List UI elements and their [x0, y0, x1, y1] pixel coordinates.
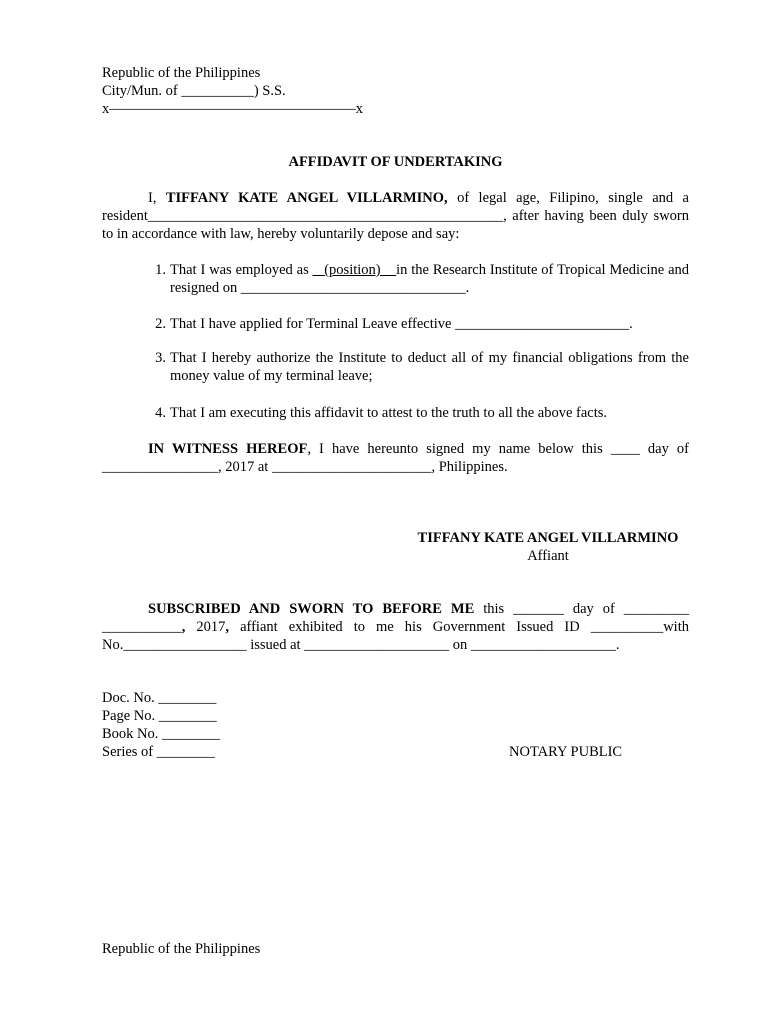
item-text: That I was employed as (position) in the Research Institute of Tropical Medicine and resigned on _______________________________. — [170, 262, 689, 296]
list-item — [102, 315, 689, 335]
footer-country: Republic of the Philippines — [102, 941, 261, 957]
document-title: AFFIDAVIT OF UNDERTAKING — [288, 154, 503, 170]
notarial-register — [102, 689, 302, 761]
subscribed-paragraph: SUBSCRIBED AND SWORN TO BEFORE ME this _______ day of _________ ___________, 2017, affiant exhibited to me his Government Issued ID __________with No._________________ issued at ____________________ on ____________________. — [102, 601, 689, 653]
item-number: 1. — [155, 262, 166, 278]
list-item — [102, 261, 689, 301]
notary-public-label: NOTARY PUBLIC — [509, 744, 623, 760]
series-number: Series of ________ — [102, 744, 215, 760]
affiant-name-inline: TIFFANY KATE ANGEL VILLARMINO, — [165, 190, 448, 206]
list-item — [102, 404, 689, 424]
intro-paragraph — [102, 189, 689, 243]
witness-text: , I have hereunto signed my name below this ____ day of ________________, 2017 at ______________________, Philippines. — [102, 441, 689, 475]
item-number: 2. — [155, 316, 166, 332]
item-number: 4. — [155, 405, 166, 421]
header-country: Republic of the Philippines — [102, 65, 261, 81]
intro-text: of legal age, Filipino, single and a resident_________________________________________________, after having been duly sworn to in accordance with law, hereby voluntarily depose and say: — [102, 190, 689, 242]
item-text: That I have applied for Terminal Leave effective ________________________. — [170, 316, 633, 332]
witness-paragraph — [102, 440, 689, 476]
subscribed-heading: SUBSCRIBED AND SWORN TO BEFORE ME — [148, 601, 475, 617]
item-number: 3. — [155, 350, 166, 366]
position-field: (position) — [312, 262, 397, 278]
witness-heading: IN WITNESS HEREOF — [148, 441, 308, 457]
affiant-signature-block — [380, 529, 716, 565]
affiant-label: Affiant — [527, 548, 569, 564]
header — [102, 64, 689, 118]
doc-number: Doc. No. ________ — [102, 690, 217, 706]
item-text: That I am executing this affidavit to attest to the truth to all the above facts. — [170, 405, 608, 421]
header-city: City/Mun. of __________) S.S. — [102, 83, 286, 99]
item-text: That I hereby authorize the Institute to deduct all of my financial obligations from the money value of my terminal leave; — [170, 350, 689, 384]
affiant-name: TIFFANY KATE ANGEL VILLARMINO — [417, 530, 679, 546]
book-number: Book No. ________ — [102, 726, 221, 742]
intro-prefix: I, — [148, 190, 166, 206]
header-separator: x—————————————————x — [102, 101, 363, 117]
list-item — [102, 349, 689, 389]
page-number: Page No. ________ — [102, 708, 217, 724]
